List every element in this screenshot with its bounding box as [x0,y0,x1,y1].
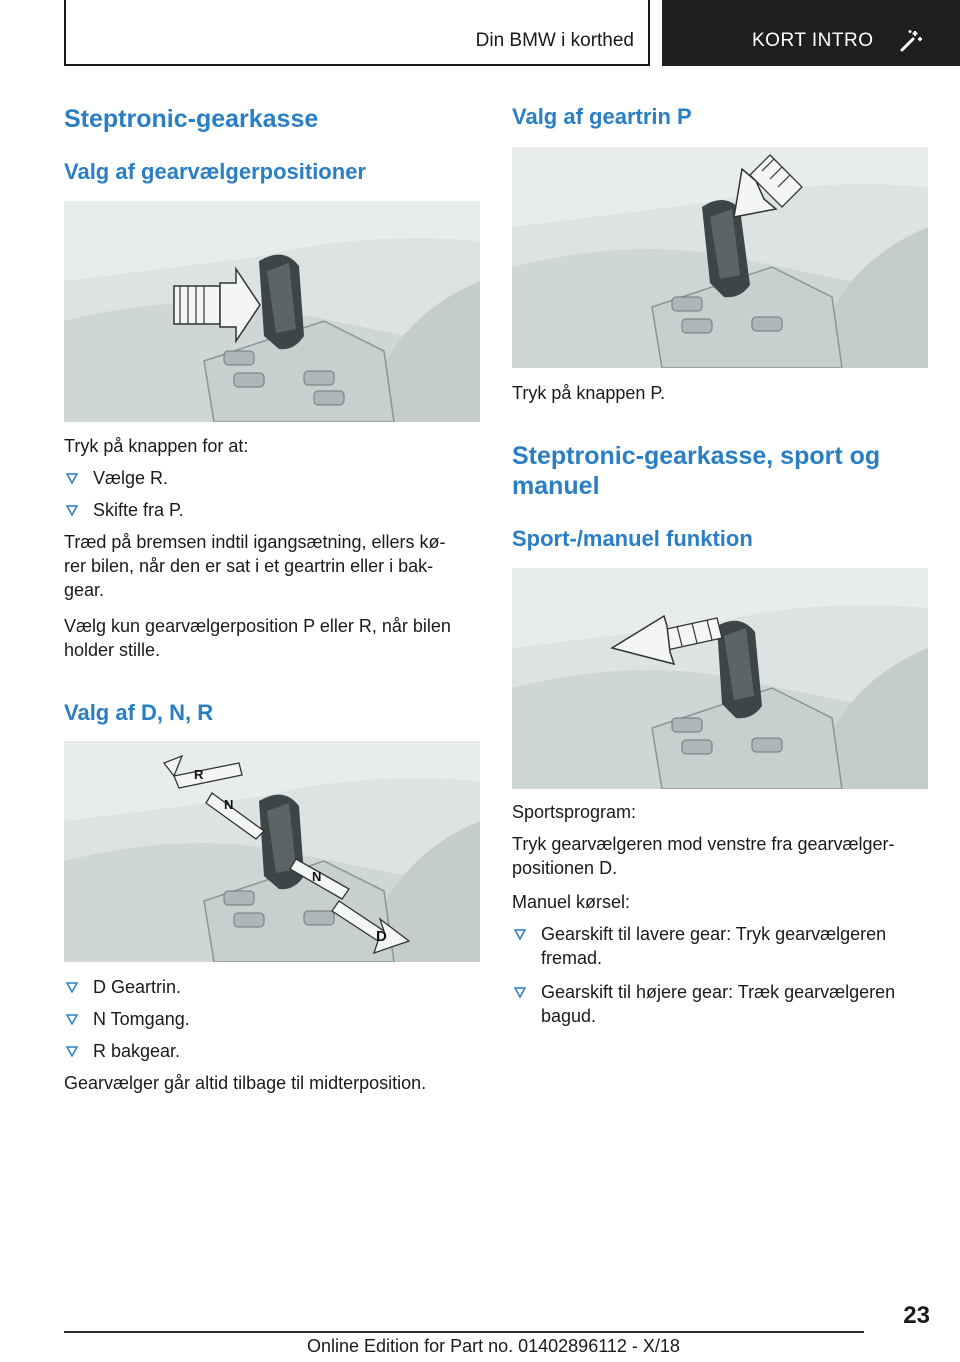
figure-gear-sport-mode [512,568,928,789]
text-line: rer bilen, når den er sat i et geartrin eller i bak- [64,556,434,576]
subsection-title-selector-positions: Valg af gearvælgerpositioner [64,159,366,184]
figure-label-r: R [194,767,204,782]
text-line: fremad. [541,948,603,968]
text-line: Tryk gearvælgeren mod venstre fra gearvælger- [512,834,895,854]
text-line: Gearskift til højere gear: Træk gearvælgeren [541,982,896,1002]
bullet-triangle-icon [66,1013,78,1025]
bullet-triangle-icon [66,1045,78,1057]
bullet-item: Vælge R. [93,468,169,488]
figure-gear-dnr [64,741,480,962]
bullet-item: Skifte fra P. [93,500,184,520]
bullet-item [541,980,931,1028]
bullet-item: D Geartrin. [93,977,182,997]
header-section-title: Din BMW i korthed [475,30,634,51]
bullet-item [541,922,931,970]
text-line: gear. [64,580,105,600]
bullet-triangle-icon [514,986,526,998]
sport-program-label: Sportsprogram: [512,802,637,822]
figure-label-n-upper: N [224,797,234,812]
header-chapter-title: KORT INTRO [752,30,874,51]
press-p-text: Tryk på knappen P. [512,383,666,403]
brake-paragraph [64,530,484,602]
bullet-item: N Tomgang. [93,1009,190,1029]
text-line: bagud. [541,1006,597,1026]
text-line: Gearskift til lavere gear: Tryk gearvælgeren [541,924,887,944]
text-line: Vælg kun gearvælgerposition P eller R, når bilen [64,616,451,636]
midposition-paragraph: Gearvælger går altid tilbage til midterposition. [64,1073,427,1093]
subsection-title-sport-manual: Sport-/manuel funktion [512,526,753,551]
figure-label-d: D [376,928,387,945]
text-line: holder stille. [64,640,161,660]
intro-text: Tryk på knappen for at: [64,436,249,456]
section-title-steptronic-sport [512,441,880,501]
figure-gear-p-button [512,147,928,368]
subsection-title-select-p: Valg af geartrin P [512,104,692,129]
subsection-title-dnr: Valg af D, N, R [64,700,214,725]
manual-driving-label: Manuel kørsel: [512,892,631,912]
page-number: 23 [903,1302,930,1329]
bullet-triangle-icon [66,981,78,993]
figure-gear-selector-button [64,201,480,422]
bullet-item: R bakgear. [93,1041,181,1061]
title-line: manuel [512,472,600,500]
section-title-steptronic: Steptronic-gearkasse [64,105,319,133]
magic-wand-icon [898,28,924,54]
bullet-triangle-icon [66,504,78,516]
stationary-paragraph [64,614,484,662]
text-line: positionen D. [512,858,618,878]
bullet-triangle-icon [514,928,526,940]
bullet-triangle-icon [66,472,78,484]
header-chapter-tab[interactable] [662,0,960,66]
footer-edition-text: Online Edition for Part no. 01402896112 - X/18 [307,1336,680,1356]
header-section-box [64,0,650,66]
footer-divider [64,1331,864,1333]
text-line: Træd på bremsen indtil igangsætning, ellers kø- [64,532,446,552]
figure-label-n-lower: N [312,869,322,884]
title-line: Steptronic-gearkasse, sport og [512,442,881,470]
sport-program-paragraph [512,832,932,880]
